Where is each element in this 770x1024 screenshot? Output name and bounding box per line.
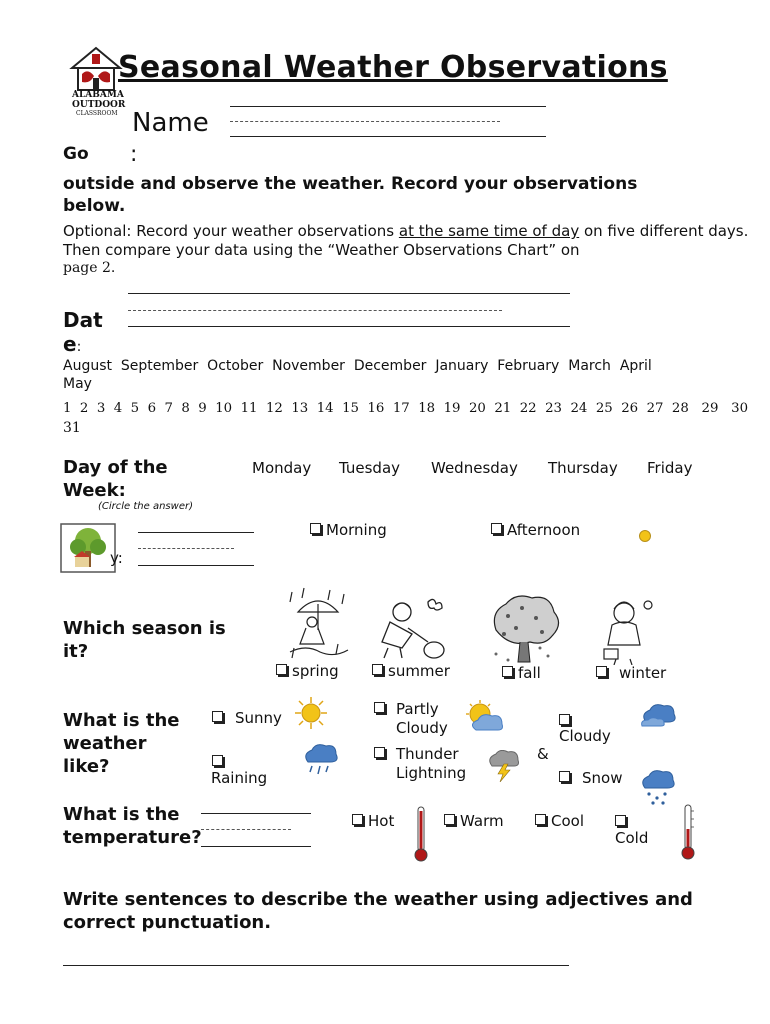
day-option-tuesday[interactable]: Tuesday (339, 459, 401, 477)
time-blank-line-2[interactable] (138, 565, 254, 566)
boy-butterfly-net-icon (376, 598, 448, 660)
cold-thermometer-icon (680, 803, 696, 865)
season-option-summer[interactable] (372, 662, 450, 680)
optional-instruction (63, 222, 753, 260)
winter-snowman-picture (596, 595, 662, 669)
day-numbers-list[interactable]: 1 2 3 4 5 6 7 8 9 10 11 12 13 14 15 16 17 18 19 20 21 22 23 24 25 26 27 28 29 30 (63, 401, 749, 416)
morning-checkbox[interactable] (310, 523, 321, 534)
season-question-label: Which season is it? (63, 618, 226, 662)
months-list[interactable]: August September October November December January February March April (63, 358, 652, 374)
snow-cloud-icon (639, 768, 679, 810)
raining-label: Raining (211, 769, 268, 787)
optional-underlined: at the same time of day (398, 222, 580, 240)
circle-answer-note: (Circle the answer) (98, 501, 193, 512)
sunny-label: Sunny (235, 709, 282, 727)
cold-checkbox[interactable] (615, 815, 626, 826)
page-reference: page 2. (63, 260, 116, 276)
winter-label: winter (619, 664, 667, 682)
logo-text-line-1: ALABAMA (72, 90, 124, 100)
day-of-week-label: Day of the Week: (63, 457, 168, 501)
day-numbers-continued[interactable]: 31 (63, 420, 81, 436)
sunny-checkbox[interactable] (212, 711, 223, 722)
cloud-icon (640, 702, 678, 734)
warm-checkbox[interactable] (444, 814, 455, 825)
date-label-e: e (63, 332, 77, 356)
temperature-option-warm[interactable] (444, 812, 504, 830)
umbrella-girl-icon (284, 586, 352, 660)
bundled-child-icon (596, 595, 662, 665)
weather-option-partly-cloudy[interactable] (374, 700, 390, 718)
date-blank-line-1[interactable] (128, 293, 570, 294)
temperature-option-cool[interactable] (535, 812, 584, 830)
go-word: Go (63, 144, 89, 164)
name-label: Name (132, 108, 209, 138)
raining-checkbox[interactable] (212, 755, 223, 766)
morning-label: Morning (326, 521, 387, 539)
afternoon-label: Afternoon (507, 521, 581, 539)
thunder-lightning-checkbox[interactable] (374, 747, 385, 758)
partly-cloudy-label: Partly Cloudy (396, 700, 448, 737)
alabama-outdoor-classroom-logo (66, 44, 126, 120)
date-blank-line-2[interactable] (128, 326, 570, 327)
date-label-colon: : (76, 339, 82, 355)
rain-cloud-icon (302, 744, 338, 782)
lightning-cloud-icon (488, 750, 522, 786)
name-dashed-line (230, 121, 500, 122)
fall-tree-picture (488, 594, 560, 668)
snow-checkbox[interactable] (559, 771, 570, 782)
cloudy-label: Cloudy (559, 727, 611, 745)
logo-text-line-2: OUTDOOR (72, 100, 126, 110)
sentence-answer-line[interactable] (63, 965, 569, 966)
temperature-option-hot[interactable] (352, 812, 394, 830)
name-blank-line-1[interactable] (230, 106, 546, 107)
day-option-monday[interactable]: Monday (252, 459, 312, 477)
optional-prefix: Optional: Record your weather observations (63, 222, 399, 240)
date-label-top: Dat (63, 308, 103, 332)
cool-label: Cool (551, 812, 584, 830)
afternoon-option[interactable] (491, 521, 580, 539)
time-blank-line-1[interactable] (138, 532, 254, 533)
time-row-colon-label: y: (110, 549, 123, 567)
snow-label: Snow (582, 769, 623, 787)
afternoon-checkbox[interactable] (491, 523, 502, 534)
temperature-blank-line-1[interactable] (201, 813, 311, 814)
weather-option-thunder-lightning[interactable] (374, 745, 390, 763)
months-list-continued[interactable]: May (63, 376, 92, 392)
optional-suffix: on five different days. Then compare your data using the “Weather Observations Chart” on (63, 222, 749, 259)
weather-option-sunny[interactable] (212, 709, 282, 727)
tree-house-icon (60, 523, 116, 573)
cold-label: Cold (615, 829, 649, 847)
logo-text-line-3: CLASSROOM (76, 110, 118, 117)
date-dashed-line (128, 310, 502, 311)
summer-butterfly-picture (376, 598, 448, 664)
season-option-fall[interactable] (502, 664, 541, 682)
intro-instruction: outside and observe the weather. Record your observations below. (63, 174, 638, 216)
temperature-blank-line-2[interactable] (201, 846, 311, 847)
summer-label: summer (388, 662, 450, 680)
hot-checkbox[interactable] (352, 814, 363, 825)
spring-label: spring (292, 662, 339, 680)
ampersand: & (537, 745, 549, 763)
page-title: Seasonal Weather Observations (118, 50, 668, 85)
name-label-colon: : (130, 142, 138, 167)
fall-checkbox[interactable] (502, 666, 513, 677)
morning-option[interactable] (310, 521, 387, 539)
cool-checkbox[interactable] (535, 814, 546, 825)
weather-option-snow[interactable] (559, 769, 622, 787)
summer-checkbox[interactable] (372, 664, 383, 675)
season-option-winter[interactable] (596, 664, 666, 682)
season-option-spring[interactable] (276, 662, 339, 680)
hot-label: Hot (368, 812, 395, 830)
thunder-lightning-label: Thunder Lightning (396, 745, 467, 782)
spring-rain-picture (284, 586, 352, 664)
tree-picture (60, 523, 116, 573)
weather-question-label: What is the weather like? (63, 710, 180, 777)
sun-icon (294, 696, 328, 734)
schoolhouse-icon (66, 44, 126, 94)
partly-cloudy-checkbox[interactable] (374, 702, 385, 713)
partly-cloudy-icon (464, 700, 504, 738)
date-label-bottom (63, 332, 81, 356)
winter-checkbox[interactable] (596, 666, 607, 677)
day-option-thursday[interactable]: Thursday (548, 459, 618, 477)
fall-label: fall (518, 664, 541, 682)
temperature-question-label: What is the temperature? (63, 804, 202, 848)
temperature-dashed-line (201, 829, 291, 830)
day-option-wednesday[interactable]: Wednesday (431, 459, 518, 477)
day-option-friday[interactable]: Friday (647, 459, 693, 477)
spring-checkbox[interactable] (276, 664, 287, 675)
warm-label: Warm (460, 812, 504, 830)
cloudy-checkbox[interactable] (559, 714, 570, 725)
small-sun-icon (637, 528, 653, 548)
time-dashed-line (138, 548, 234, 549)
name-blank-line-2[interactable] (230, 136, 546, 137)
fall-tree-icon (488, 594, 560, 664)
hot-thermometer-icon (413, 805, 429, 867)
write-sentences-prompt: Write sentences to describe the weather using adjectives and correct punctuation. (63, 889, 693, 933)
